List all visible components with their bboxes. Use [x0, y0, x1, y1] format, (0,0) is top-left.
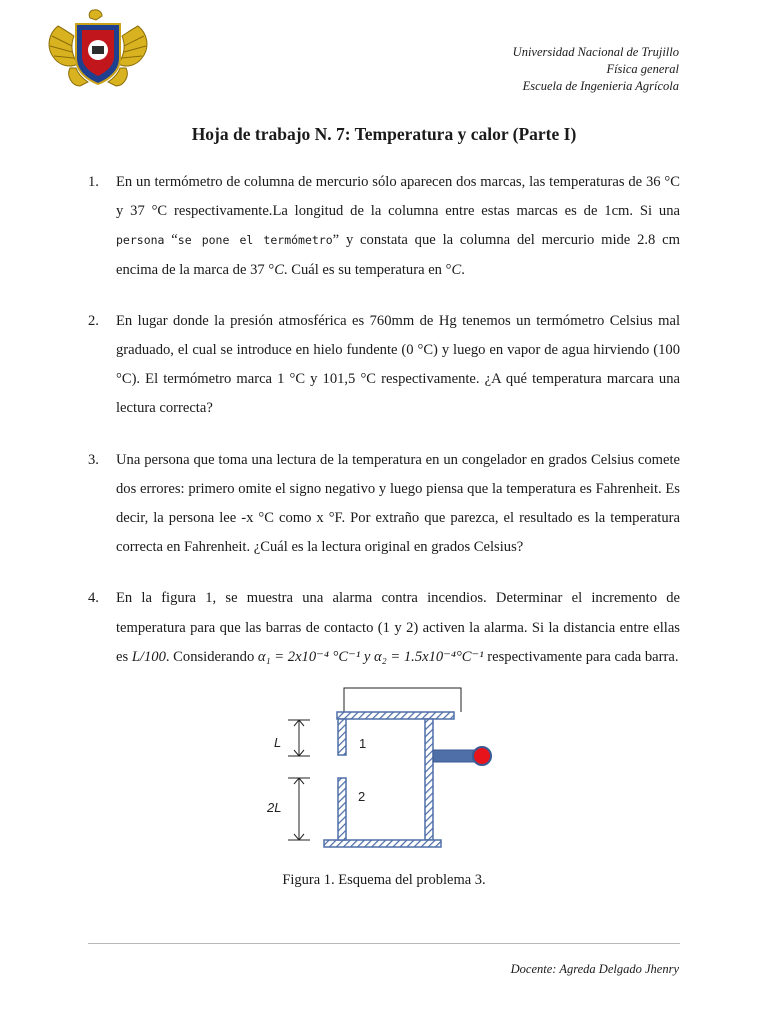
footer-teacher: Docente: Agreda Delgado Jhenry: [510, 962, 679, 976]
unit-symbol: C: [274, 261, 284, 278]
bar-2-label: 2: [358, 789, 366, 804]
contact-bar-1: [338, 719, 346, 755]
top-plate: [337, 712, 454, 719]
problem-3: [88, 446, 680, 563]
document-header: [513, 44, 679, 95]
label-L: L: [274, 735, 282, 750]
alarm-bulb: [473, 747, 491, 765]
problem-4: [88, 584, 680, 672]
problem-number: 1.: [88, 174, 99, 190]
school-name: Escuela de Ingenieria Agrícola: [522, 79, 679, 93]
problem-2: [88, 307, 680, 424]
right-wall: [425, 719, 433, 840]
bar-1-label: 1: [359, 736, 367, 751]
fire-alarm-figure: [262, 680, 502, 860]
figure-caption: Figura 1. Esquema del problema 3.: [282, 872, 486, 888]
university-name: Universidad Nacional de Trujillo: [512, 45, 679, 59]
text-segment: . Considerando: [165, 648, 258, 665]
problem-text: [116, 584, 680, 672]
distance-bracket: [344, 688, 461, 712]
contact-bar-2: [338, 778, 346, 840]
text-segment: .: [461, 261, 465, 278]
alpha2-formula: α₂ = 1.5x10⁻⁴°C⁻¹: [374, 648, 484, 665]
text-segment: En un termómetro de columna de mercurio sólo aparecen dos marcas, las temperaturas de 36 °C y 37 °C respectivamente.La longitud de la columna entre estas marcas es de 1cm. Si una: [116, 174, 680, 220]
text-segment: ” y constata que la columna del mercurio mide 2.8 cm encima de la marca de 37 °: [116, 232, 680, 278]
page-title: Hoja de trabajo N. 7: Temperatura y calor (Parte I): [191, 124, 577, 144]
conjunction: y: [360, 648, 374, 665]
dimension-2L-arrow: [288, 778, 310, 840]
dimension-L-arrow: [288, 720, 310, 756]
problem-list: [88, 168, 680, 694]
text-segment: En la figura 1, se muestra una alarma contra incendios. Determinar el incremento de temperatura para que las barras de contacto (1 y 2) activen la alarma. Si la distancia entre ellas es: [116, 590, 680, 665]
problem-1: [88, 168, 680, 285]
problem-number: 3.: [88, 451, 99, 468]
unit-symbol: C: [451, 261, 462, 278]
text-segment: “: [164, 232, 178, 249]
text-segment: . Cuál es su temperatura en °: [283, 261, 452, 278]
text-segment: respectivamente para cada barra.: [483, 648, 679, 665]
alpha1-formula: α₁ = 2x10⁻⁴ °C⁻¹: [257, 648, 361, 665]
problem-text: [116, 168, 680, 285]
problem-text: En lugar donde la presión atmosférica es 760mm de Hg tenemos un termómetro Celsius mal graduado, el cual se introduce en hielo fundente (0 °C) y luego en vapor de agua hirviendo (100 °C). El termómetro marca 1 °C y 101,5 °C respectivamente. ¿A qué temperatura marcara una lectura correcta?: [116, 312, 680, 417]
problem-text: Una persona que toma una lectura de la temperatura en un congelador en grados Celsius comete dos errores: primero omite el signo negativo y luego piensa que la temperatura es Fahrenheit. Es decir, la persona lee -x °C como x °F. Por extraño que parezca, el resultado es la temperatura correcta en Fahrenheit. ¿Cuál es la lectura original en grados Celsius?: [116, 451, 680, 556]
bottom-plate: [324, 840, 441, 847]
label-2L: 2L: [267, 800, 282, 815]
alarm-connector: [433, 750, 475, 762]
person-word: persona: [116, 233, 165, 248]
problem-number: 4.: [88, 590, 99, 607]
footer-divider: [88, 943, 680, 944]
quote-phrase: se pone el termómetro: [177, 233, 333, 248]
university-logo: [44, 6, 152, 92]
problem-number: 2.: [88, 312, 99, 329]
distance-formula: L/100: [131, 648, 166, 665]
course-name: Física general: [606, 62, 679, 76]
